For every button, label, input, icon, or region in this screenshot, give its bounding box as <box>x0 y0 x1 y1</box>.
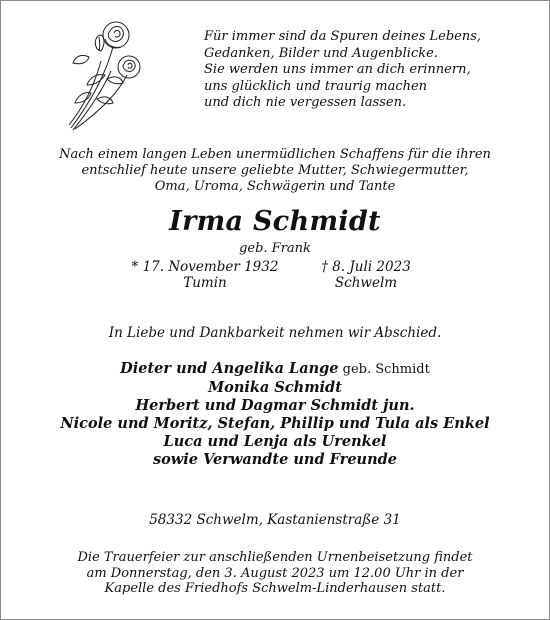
family-line <box>1 360 549 379</box>
intro-line: Nach einem langen Leben unermüdlichen Schaffens für die ihren <box>59 147 491 162</box>
family-line: sowie Verwandte und Freunde <box>152 451 398 468</box>
intro-line: entschlief heute unsere geliebte Mutter, Schwiegermutter, <box>81 163 469 178</box>
family-line: Nicole und Moritz, Stefan, Phillip und Tula als Enkel <box>60 415 490 432</box>
family-line: Luca und Lenja als Urenkel <box>163 433 387 450</box>
birth-date: * 17. November 1932 <box>131 259 279 275</box>
birth-name: geb. Frank <box>239 241 311 256</box>
poem-line: Gedanken, Bilder und Augenblicke. <box>204 45 438 61</box>
death-date: † 8. Juli 2023 <box>321 259 411 275</box>
poem <box>204 29 534 112</box>
family-birth-name: geb. Schmidt <box>338 362 430 377</box>
death-info <box>306 259 426 291</box>
rose-flower-icon <box>61 13 151 133</box>
intro-text <box>1 147 549 195</box>
birth-info <box>125 259 285 291</box>
farewell-text: In Liebe und Dankbarkeit nehmen wir Abschied. <box>108 325 442 341</box>
poem-line: Sie werden uns immer an dich erinnern, <box>204 62 471 77</box>
service-info <box>1 550 549 597</box>
death-place: Schwelm <box>334 275 398 291</box>
family-line: Monika Schmidt <box>208 379 342 396</box>
poem-line: und dich nie vergessen lassen. <box>204 95 407 110</box>
family-names: Dieter und Angelika Lange <box>120 360 339 377</box>
poem-line: uns glücklich und traurig machen <box>204 78 428 94</box>
service-line: am Donnerstag, den 3. August 2023 um 12.00 Uhr in der <box>86 565 464 581</box>
family-list <box>1 360 549 469</box>
address: 58332 Schwelm, Kastanienstraße 31 <box>149 512 401 528</box>
family-line: Herbert und Dagmar Schmidt jun. <box>135 397 415 414</box>
deceased-name: Irma Schmidt <box>169 206 381 237</box>
poem-line: Für immer sind da Spuren deines Lebens, <box>204 29 482 44</box>
birth-place: Tumin <box>183 275 227 291</box>
service-line: Die Trauerfeier zur anschließenden Urnenbeisetzung findet <box>77 550 473 565</box>
service-line: Kapelle des Friedhofs Schwelm-Linderhausen statt. <box>104 581 446 596</box>
intro-line: Oma, Uroma, Schwägerin und Tante <box>154 179 396 194</box>
